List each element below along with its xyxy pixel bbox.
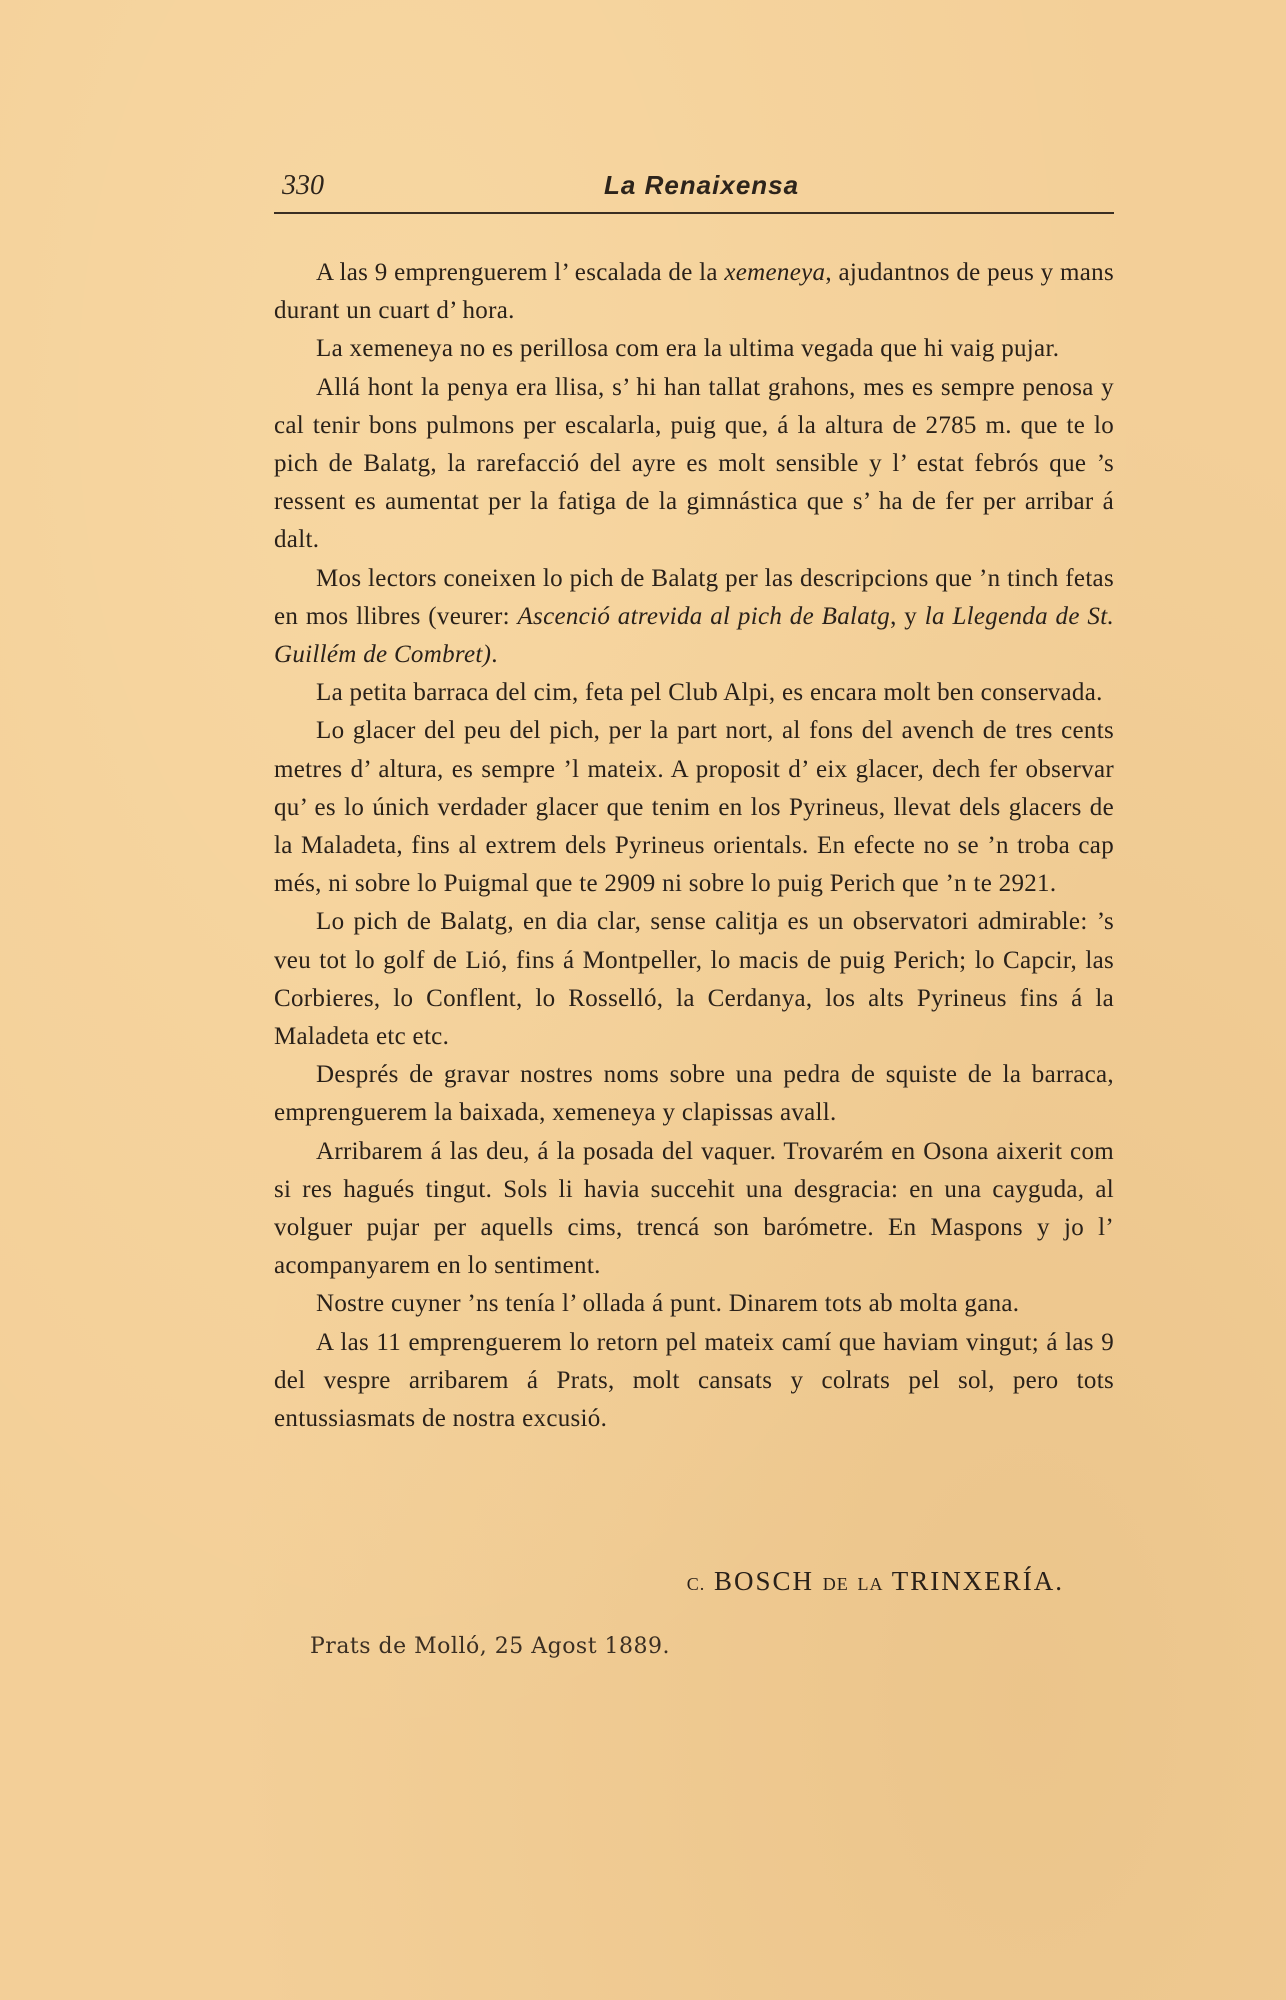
paragraph [274, 254, 1114, 330]
signature-initial: C. [686, 1574, 706, 1594]
paragraph [274, 330, 1114, 368]
paragraph [274, 560, 1114, 675]
italic-text: Ascenció atrevida al pich de Balatg [517, 602, 891, 630]
signature-name-trinxeria: TRINXERÍA. [891, 1566, 1064, 1596]
paragraph-text: A las 11 emprenguerem lo retorn pel mateix camí que haviam vingut; á las 9 del vespre arribarem á Prats, molt cansats y colrats pel sol, pero tots entussiasmats de nostra excusió. [274, 1328, 1114, 1433]
paragraph [274, 903, 1114, 1056]
paragraph-text: , y [890, 602, 925, 630]
paragraph-text: Lo pich de Balatg, en dia clar, sense calitja es un observatori admirable: ’s veu tot lo golf de Lió, fins á Montpeller, lo macis de puig Perich; lo Capcir, las Corbieres, lo Conflent, lo Rosselló, la Cerdanya, los alts Pyrineus fins á la Maladeta etc etc. [274, 908, 1114, 1051]
dateline: Prats de Molló, 25 Agost 1889. [310, 1634, 671, 1659]
page-number: 330 [282, 170, 324, 201]
paragraph-text: A las 9 emprenguerem l’ escalada de la [316, 259, 725, 286]
header-rule [274, 212, 1114, 214]
paragraph [274, 1324, 1114, 1439]
paragraph-text: , ajudantnos de peus y mans durant un cuart d’ hora. [274, 259, 1114, 325]
paragraph-text: Després de gravar nostres noms sobre una pedra de squiste de la barraca, emprenguerem la baixada, xemeneya y clapissas avall. [274, 1061, 1114, 1127]
signature-particle-la: LA [857, 1574, 884, 1594]
paragraph-text: Mos lectors coneixen lo pich de Balatg per las descripcions que ’n tinch fetas en mos llibres (veurer: [274, 564, 1114, 630]
paragraph [274, 712, 1114, 903]
italic-text: la Llegenda de St. Guillém de Combret) [274, 602, 1114, 669]
paragraph-text: Allá hont la penya era llisa, s’ hi han tallat grahons, mes es sempre penosa y cal tenir bons pulmons per escalarla, puig que, á la altura de 2785 m. que te lo pich de Balatg, la rarefacció del ayre es molt sensible y l’ estat febrós que ’s ressent es aumentat per la fatiga de la gimnástica que s’ ha de fer per arribar á dalt. [274, 373, 1114, 554]
signature-particle-de: DE [822, 1574, 849, 1594]
paragraph [274, 1056, 1114, 1132]
paragraph [274, 1133, 1114, 1286]
paragraph-text: La petita barraca del cim, feta pel Club Alpi, es encara molt ben conservada. [316, 679, 1103, 707]
italic-text: xemeneya [724, 259, 826, 286]
paragraph-text: La xemeneya no es perillosa com era la ultima vegada que hi vaig pujar. [316, 335, 1060, 363]
running-head [274, 166, 1114, 210]
author-signature [274, 1566, 1064, 1597]
signature-name-bosch: BOSCH [713, 1566, 814, 1596]
journal-title: La Renaixensa [604, 170, 800, 200]
paragraph [274, 369, 1114, 560]
paragraph-text: Nostre cuyner ’ns tenía l’ ollada á punt. Dinarem tots ab molta gana. [316, 1290, 1020, 1318]
paragraph-text: Lo glacer del peu del pich, per la part nort, al fons del avench de tres cents metres d’ altura, es sempre ’l mateix. A proposit d’ eix glacer, dech fer observar qu’ es lo únich verdader glacer que tenim en los Pyrineus, llevat dels glacers de la Maladeta, fins al extrem dels Pyrineus orientals. En efecte no se ’n troba cap més, ni sobre lo Puigmal que te 2909 ni sobre lo puig Perich que ’n te 2921. [274, 717, 1114, 898]
paragraph-text: . [491, 641, 498, 669]
paragraph-text: Arribarem á las deu, á la posada del vaquer. Trovarém en Osona aixerit com si res hagués tingut. Sols li havia succehit una desgracia: en una cayguda, al volguer pujar per aquells cims, trencá son barómetre. En Maspons y jo l’ acompanyarem en lo sentiment. [274, 1137, 1114, 1280]
article-body [274, 254, 1114, 1438]
paragraph [274, 1285, 1114, 1323]
paragraph [274, 674, 1114, 712]
